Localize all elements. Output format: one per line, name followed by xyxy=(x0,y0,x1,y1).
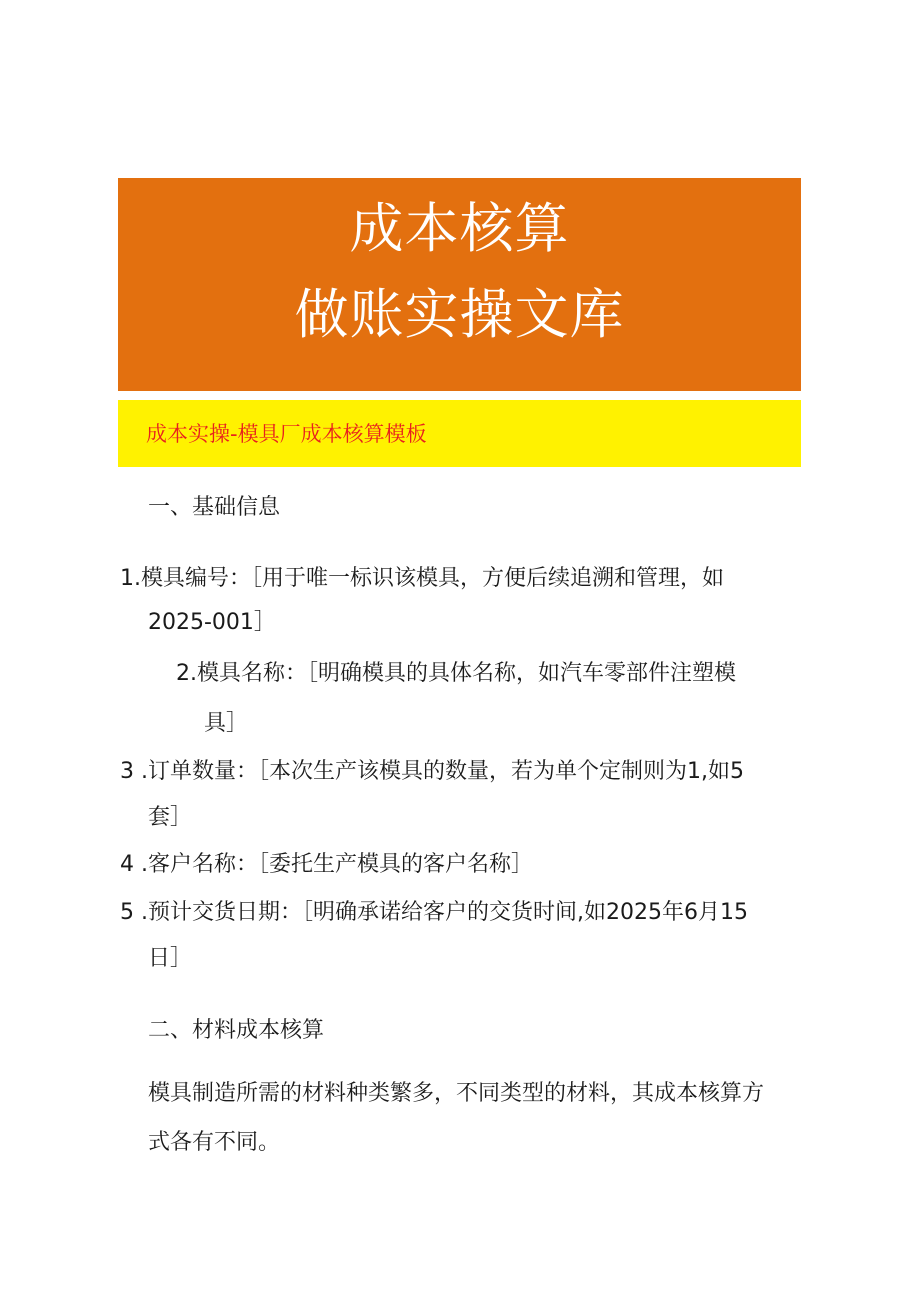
item3-line2: 套］ xyxy=(148,805,193,830)
item2-line1: 2.模具名称：［明确模具的具体名称，如汽车零部件注塑模 xyxy=(176,661,736,686)
section2-heading: 二、材料成本核算 xyxy=(148,1018,325,1043)
banner-title-line2: 做账实操文库 xyxy=(294,283,625,346)
subtitle-bar xyxy=(118,400,801,467)
item5-line1: 5 .预计交货日期：［明确承诺给客户的交货时间,如2025年6月15 xyxy=(120,900,748,925)
section1-heading: 一、基础信息 xyxy=(148,495,281,520)
subtitle-text: 成本实操-模具厂成本核算模板 xyxy=(146,422,427,446)
item5-line2: 日］ xyxy=(148,946,193,971)
item1-line2: 2025-001］ xyxy=(148,610,276,635)
title-banner xyxy=(118,178,801,391)
item3-line1: 3 .订单数量：［本次生产该模具的数量，若为单个定制则为1,如5 xyxy=(120,759,744,784)
item4-line1: 4 .客户名称：［委托生产模具的客户名称］ xyxy=(120,852,533,877)
section2-paragraph-line2: 式各有不同。 xyxy=(148,1130,281,1155)
section2-paragraph-line1: 模具制造所需的材料种类繁多，不同类型的材料，其成本核算方 xyxy=(148,1081,765,1106)
item1-line1: 1.模具编号：［用于唯一标识该模具，方便后续追溯和管理，如 xyxy=(120,566,724,591)
item2-line2: 具］ xyxy=(204,711,249,736)
banner-title-line1: 成本核算 xyxy=(349,197,570,260)
